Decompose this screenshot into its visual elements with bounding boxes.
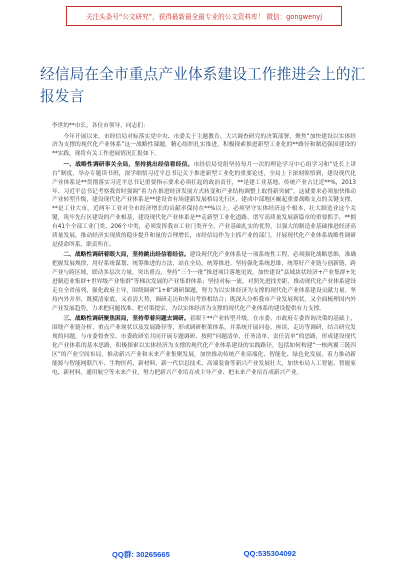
paragraph-section-3: [52, 315, 356, 377]
qq-group-label[interactable]: QQ群: 30265665: [112, 550, 170, 559]
document-body: [52, 122, 356, 378]
section-3-text: 着眼于**产业转型升级，在市委、市政府专委咨询决策的基础上，围绕产业链分析、重点产业现状以及发展路径等，形成调研框架体系，并系统开展问卷、座谈、走访等调研，结合研究发现的问题，与市委督查室、市委政研室共同开展专题调研，按照“问题清单、任务清单、责任清单”的思路，形成建设现代化产业体系的基本思路，积极探索以实体经济为支撑的现代化产业体系建设的实践路径，包括如何构建“一核两翼三链四区”的产业空间布局，推动新兴产业和未来产业集聚发展，加快推动传统产业高端化、智能化、绿色化发展，着力推动新能源与智能网联汽车、生物医药、新材料、新一代信息技术、高端装备等新兴产业发展壮大，加快布局人工智能、智能家电、新材料、通用航空等未来产业，努力把新兴产业培育成主导产业、把未来产业培育成新兴产业。: [52, 316, 357, 376]
section-2-text: 建设现代化产业体系是一项系统性工程，必须强化战略思维，准确把握发展规律，用好系统谋划、统筹推进的方法，站在全局，统筹推进。坚持强化系统思维，统筹好产业链与创新链、跨产业与跨区域，联动多层次力量，突出重点，坚持“三个一批”推进项目落地见效，加快建设“县域块状经济+产业集群+先进制造业集群+世界级产业集群”等梯次发展的产业集群体系；坚持对标一流，对照先进找差距，推动现代化产业体系建设走在全省前列，强化政府主导，围绕调研“1+8”调研课题，努力为以实体经济为支撑的现代化产业体系建设贡献力量。坚持内外并举，既摸清家底，又看清大势，调研走访和外出考察相结合；既深入分析我市产业发展现状，又全面梳理国内外产业发展趋势，力求把问题找准、把对策提实，为以实体经济为支撑的现代化产业体系的建设提供有力支撑。: [52, 252, 357, 312]
section-1-text: 市经信局党组坚持每月一次的理论学习中心组学习和“处长上讲台”制度，举办专题读书班，深学细悟习近平总书记关于推进新型工业化的重要论述，全局上下深刻领悟到，建设现代化产业体系是**贯彻落实习近平总书记重要指示要求必须扛起的政治责任，**是建工业基地、传统产业占比近**%，2013年、习近平总书记考察我省时强调“着力在推进经济发展方式转变和产业结构调整上取得新突破”，这就要求必须加快推动产业转型升级，建设现代化产业体系是**建设省有场建新发展格局先行区，建成中部地区崛起重要战略支点的关键支撑，**是工业大市，近两年工业对全市经济增长的贡献率保持在**%以上，必须坚守实体经济这个根本，壮大制造业这个关键，筑牢先行区建设的产业根基，建设现代化产业体系是**走新型工业化道路、谱写高质量发展新篇章的重要抓手，**拥有41个全部工业门类、206个中类，必须发挥我市工业门类齐全、产业基础扎实的优势，以强大的制造业基础推进经济高质量发展，推动经济实现质的稳步提升和量的合理增长，市经信局作为主抓产业的部门，开展现代化产业体系战略性调研是使命所系、职责所在。: [52, 161, 357, 248]
section-3-heading: 三、战略性调研聚焦困局，坚持带着问题去调研。: [63, 316, 190, 323]
paragraph-section-1: [52, 161, 356, 250]
section-1-heading: 一、战略性调研事关全局，坚持挑出经信看经信。: [63, 161, 194, 168]
salutation: 李世的**市长，各位市领导，同志们：: [52, 123, 149, 129]
promo-banner[interactable]: [66, 6, 342, 26]
paragraph-intro: [52, 133, 356, 160]
qq-label[interactable]: QQ:535304092: [243, 549, 296, 558]
section-2-heading: 二、战略性调研着眼大局，坚持跳出经信看经信。: [63, 252, 190, 259]
promo-banner-text: 关注头条号“公文研究”，获得最新最全最专业的公文资料库！ 微信：gongwenyj: [85, 13, 323, 21]
footer-contacts: [112, 549, 296, 560]
paragraph-intro-text: 今年开展以来，市经信局对标落实党中央、市委关于主题教育、大兴调查研究的决策部署，聚焦“加快建设以实体经济为支撑的现代化产业体系”这一战略性课题，精心组织扎实推进，积极探索推进新型工业化的**路径和制造强国建设的**实践，现将有关工作进展情况汇报如下。: [52, 133, 356, 158]
paragraph-section-2: [52, 251, 356, 313]
page-title: 经信局在全市重点产业体系建设工作推进会上的汇报发言: [40, 66, 366, 105]
